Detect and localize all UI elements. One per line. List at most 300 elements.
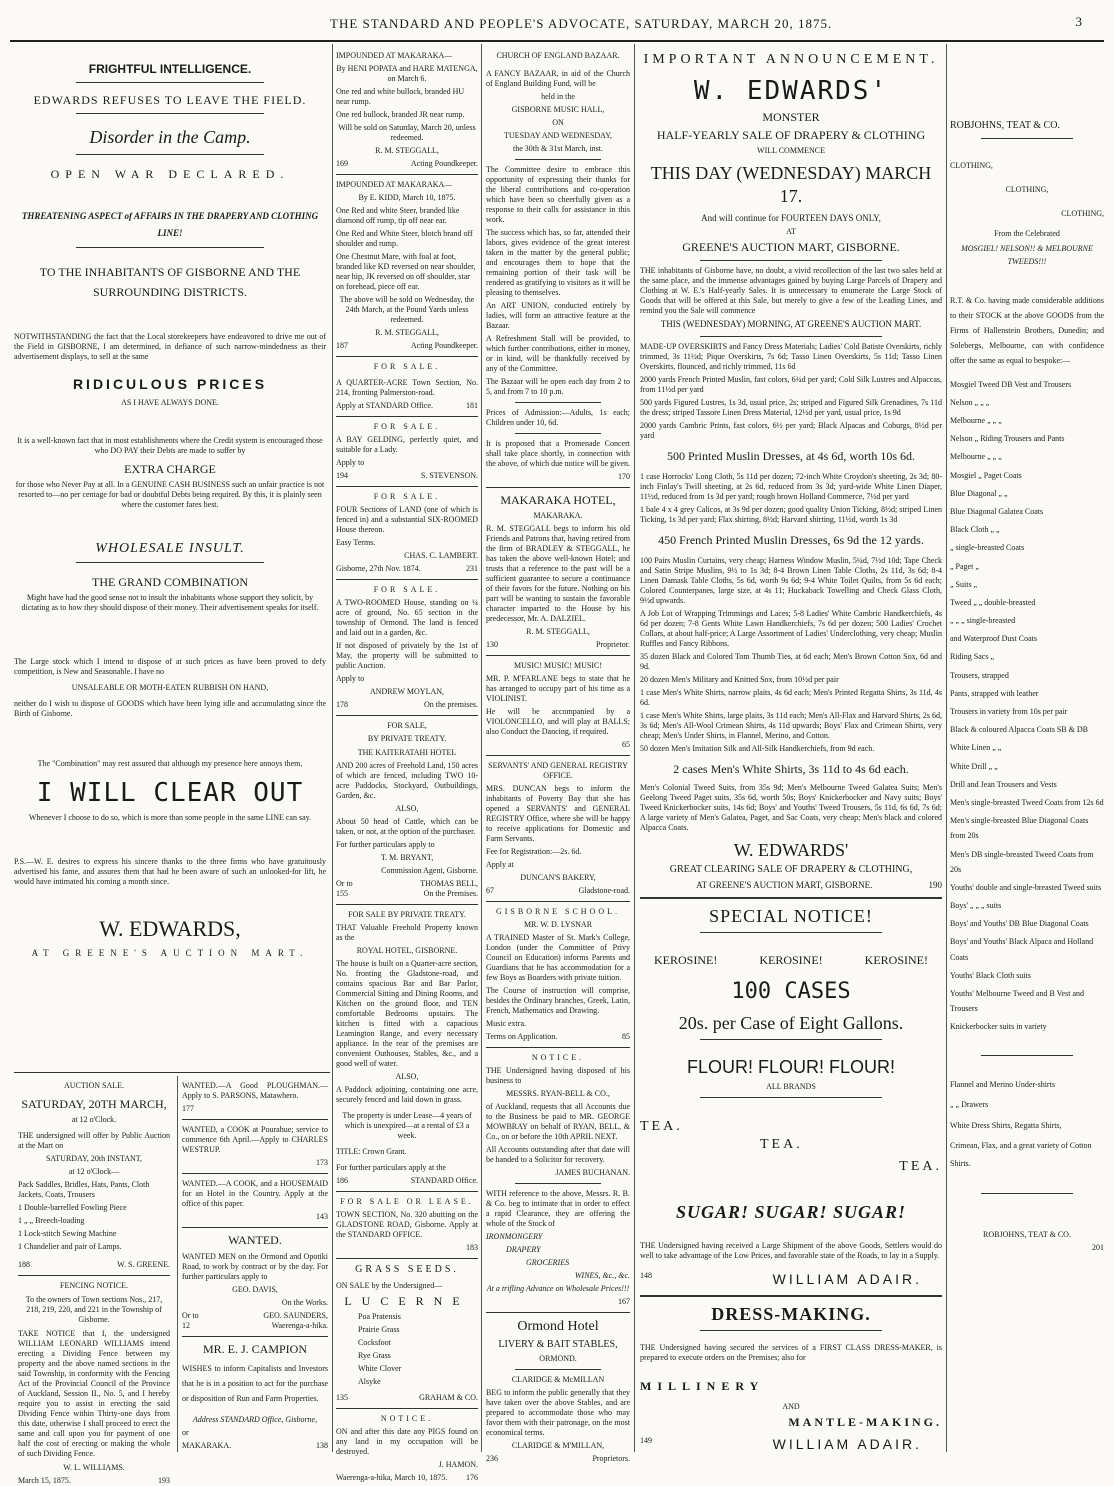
ad-number: 85 <box>622 1032 630 1041</box>
clothing-item: and Waterproof Dust Coats <box>950 634 1037 644</box>
text: AT <box>786 227 796 237</box>
headline: CHURCH OF ENGLAND BAZAAR. <box>496 51 620 60</box>
paragraph: A TRAINED Master of St. Mark's College, London (under the Committee of Privy Council on Education) informs Parents and Guardians that he has accommodation for a few Boys as Boarders with private tuition. <box>486 933 630 982</box>
headline: AS I HAVE ALWAYS DONE. <box>121 397 219 407</box>
goods-item: 2000 yards French Printed Muslin, fast colors, 6¾d per yard; Cold Silk Lustres and Alpaccas, from 11½d per yard <box>640 374 942 394</box>
paragraph: A Refreshment Stall will be provided, to which further contributions, either in money, or in kind, will be thankfully received by any of the Committee. <box>486 334 630 373</box>
headline: FOR SALE. <box>373 585 441 594</box>
divider <box>336 715 478 716</box>
goods-item: 35 dozen Black and Colored Tom Thumb Ties, at 6d each; Men's Brown Cotton Sox, 6d and 9d. <box>640 651 942 671</box>
goods-list <box>640 556 942 754</box>
column-divider <box>481 44 482 1452</box>
text: KEROSINE! <box>759 953 823 968</box>
text: Address STANDARD Office, Gisborne, <box>192 1414 318 1424</box>
seed-item: Cocksfoot <box>358 1337 391 1347</box>
paragraph: The success which has, so far, attended their labors, gives evidence of the great interest taken in the matter by the general public; and encourages them to hope that the remaining portion of their task will be rendered as gratifying to visitors as it will be pleasing to themselves. <box>486 228 630 297</box>
divider <box>18 1275 170 1276</box>
text: One Red and white Steer, branded like diamond off rump, tip off near ear. <box>336 206 460 225</box>
paragraph: A Paddock adjoining, containing one acre, securely fenced and laid down in grass. <box>336 1085 478 1104</box>
seed-item: Poa Pratensis <box>358 1311 401 1321</box>
headline: WANTED. <box>228 1233 282 1247</box>
headline: IMPOUNDED AT MAKARAKA— <box>336 180 453 189</box>
ad-number: 193 <box>158 1476 170 1485</box>
text: DRAPERY <box>506 1245 541 1254</box>
ad-number: 149 <box>640 1436 652 1446</box>
clothing-item: Blue Diagonal „ „ <box>950 488 1008 498</box>
paragraph: The Large stock which I intend to dispose of at such prices as have been proved to defy competition, is New and Seasonable. I have no <box>14 657 326 677</box>
headline: MOSGIEL! NELSON!! & MELBOURNE TWEEDS!!! <box>961 243 1093 267</box>
headline: TUESDAY AND WEDNESDAY, <box>504 131 612 140</box>
signature: W. L. WILLIAMS. <box>63 1463 125 1472</box>
headline: OPEN WAR DECLARED. <box>50 166 290 181</box>
signature: GEO. SAUNDERS, <box>263 1311 328 1320</box>
paragraph: About 50 head of Cattle, which can be taken, or not, at the option of the purchaser. <box>336 817 478 836</box>
text: or <box>182 1427 189 1437</box>
headline: MUSIC! MUSIC! MUSIC! <box>513 661 602 670</box>
text: Terms on Application. <box>486 1032 558 1041</box>
paragraph: WANTED MEN on the Ormond and Opotiki Road, to work by contract or by the day. For further particulars apply to <box>182 1252 328 1281</box>
signature: ANDREW MOYLAN, <box>369 687 445 696</box>
text: Gladstone-road. <box>578 886 630 895</box>
clothing-item: Mosgiel „ Paget Coats <box>950 470 1022 480</box>
paragraph: The Bazaar will be open each day from 2 to 5, and from 7 to 10 p.m. <box>486 377 630 396</box>
text: CLOTHING, <box>1005 184 1049 194</box>
clothing-item: „ Paget „ <box>950 561 979 571</box>
headline: GREENE'S AUCTION MART, GISBORNE. <box>682 240 900 255</box>
paragraph: The "Combination" may rest assured that although my presence here annoys them, <box>37 759 303 769</box>
headline: EXTRA CHARGE <box>124 461 216 476</box>
text: Fee for Registration:—2s. 6d. <box>486 847 582 856</box>
clothing-item: Tweed „ „ double-breasted <box>950 597 1036 607</box>
column-edwards <box>14 48 326 1018</box>
divider <box>182 1119 328 1120</box>
headline: 2 cases Men's White Shirts, 3s 11d to 4s 6d each. <box>673 761 909 776</box>
text: Acting Poundkeeper. <box>410 341 478 350</box>
divider <box>515 1369 601 1370</box>
divider <box>981 138 1073 139</box>
headline: MAKARAKA HOTEL, <box>500 493 616 507</box>
text: ALSO, <box>395 804 419 813</box>
paragraph: A BAY GELDING, perfectly quiet, and suitable for a Lady. <box>336 435 478 454</box>
clothing-item: Knickerbocker suits in variety <box>950 1022 1047 1032</box>
text: The above will be sold on Wednesday, the 24th March, at the Pound Yards unless redeemed. <box>339 295 475 324</box>
headline: 500 Printed Muslin Dresses, at 4s 6d, worth 10s 6d. <box>667 448 915 463</box>
clothing-item: Black Cloth „ „ <box>950 525 1000 535</box>
headline: DUNCAN'S BAKERY, <box>520 873 596 882</box>
text: Acting Poundkeeper. <box>410 159 478 168</box>
paragraph: R.T. & Co. having made considerable additions to their STOCK at the above GOODS from the Firms of Hallenstein Brothers, Dunedin; and Solebergs, Melbourne, can with confidence offer the same as equal to bespoke:— <box>950 295 1104 366</box>
headline: GREAT CLEARING SALE OF DRAPERY & CLOTHING, <box>669 864 913 875</box>
text: Or to <box>336 879 353 888</box>
paragraph: P.S.—W. E. desires to express his sincere thanks to the three firms who have gratuitously advertised his fame, and assures them that had he been aware of such an unlooked-for lift, he would have intimated his coming a month since. <box>14 856 326 886</box>
ad-number: 177 <box>182 1104 194 1113</box>
text: WINES, &c., &c. <box>574 1271 630 1280</box>
seed-item: White Clover <box>358 1363 402 1373</box>
divider <box>336 1258 478 1259</box>
divider <box>700 1039 881 1040</box>
paragraph: A TWO-ROOMED House, standing on ¼ acre of ground, No. 65 section in the township of Ormond. The land is fenced and laid out in a garden, &c. <box>336 598 478 637</box>
divider <box>515 1183 601 1184</box>
paragraph: It is a well-known fact that in most establishments where the Credit system is encouraged those who DO PAY their Debts are made to suffer by <box>17 435 323 455</box>
ad-number: 236 <box>486 1454 498 1463</box>
column-wanted <box>182 1078 328 1450</box>
paragraph: THE Undersigned having received a Large Shipment of the above Goods, Settlers would do well to take advantage of the Low Prices, and favorable state of the Roads, to lay in a Supply. <box>640 1241 942 1261</box>
text: From the Celebrated <box>994 228 1060 238</box>
headline: LIVERY & BAIT STABLES, <box>498 1338 618 1350</box>
divider <box>486 1047 630 1048</box>
headline: NOTICE. <box>531 1053 585 1062</box>
headline: EDWARDS REFUSES TO LEAVE THE FIELD. <box>33 93 307 107</box>
shirts-item: Crimean, Flax, and a great variety of Cotton Shirts. <box>950 1141 1092 1168</box>
headline: IMPORTANT ANNOUNCEMENT. <box>643 52 939 67</box>
paragraph: WANTED.—A Good PLOUGHMAN.—Apply to S. PARSONS, Matawhero. <box>182 1081 328 1100</box>
paragraph: To the owners of Town sections Nos., 217, 218, 219, 220, and 221 in the Township of Gisborne. <box>25 1295 163 1324</box>
text: By E. KIDD, March 10, 1875. <box>358 193 456 202</box>
paragraph: THAT Valuable Freehold Property known as the <box>336 923 478 942</box>
masthead-title: THE STANDARD AND PEOPLE'S ADVOCATE, SATURDAY, MARCH 20, 1875. <box>330 16 833 31</box>
headline: FENCING NOTICE. <box>60 1281 128 1290</box>
ad-number: 173 <box>316 1158 328 1167</box>
text: Or to <box>182 1311 199 1320</box>
headline: FOR SALE. <box>373 492 441 501</box>
paragraph: MR. P. M'FARLANE begs to state that he has arranged to occupy part of his time as a VIOLINIST. <box>486 674 630 703</box>
text: Apply to <box>336 458 365 467</box>
ad-number: 190 <box>928 879 942 890</box>
divider <box>336 1191 478 1192</box>
headline: SUGAR! SUGAR! SUGAR! <box>675 1201 907 1222</box>
paragraph: THE Undersigned having secured the services of a FIRST CLASS DRESS-MAKER, is prepared to execute orders on the Premises; also for <box>640 1343 942 1363</box>
divider <box>76 247 263 248</box>
text: MAKARAKA. <box>182 1440 232 1450</box>
paragraph: THE undersigned will offer by Public Auction at the Mart on <box>18 1131 170 1150</box>
text: Will be sold on Saturday, March 20, unless redeemed. <box>338 123 476 142</box>
headline: MONSTER <box>762 110 820 124</box>
column-divider <box>332 44 333 1452</box>
text: One red bullock, branded JR near rump. <box>336 110 465 119</box>
paragraph: WISHES to inform Capitalists and Investors that he is in a position to act for the purchase or disposition of Run and Farm Properties. <box>182 1364 328 1404</box>
headline: FOR SALE OR LEASE. <box>340 1197 474 1206</box>
text: at 12 o'Clock. <box>71 1115 117 1124</box>
paragraph: ON and after this date any PIGS found on any land in my occupation will be destroyed. <box>336 1426 478 1456</box>
paragraph: WANTED, a COOK at Pourahue; service to commence 6th April.—Apply to CHARLES WESTRUP. <box>182 1125 328 1154</box>
text: 1 Lock-stitch Sewing Machine <box>18 1229 117 1238</box>
ad-number: 12 <box>182 1321 190 1330</box>
text: IRONMONGERY <box>486 1232 543 1241</box>
text: KEROSINE! <box>864 953 928 968</box>
headline: THIS DAY (WEDNESDAY) MARCH 17. <box>650 163 932 206</box>
text: CLOTHING, <box>950 160 993 170</box>
text: Apply at STANDARD Office. <box>336 401 433 410</box>
text: Apply to <box>336 674 365 683</box>
headline: SATURDAY, 20TH MARCH, <box>21 1097 167 1111</box>
seed-item: Prairie Grass <box>358 1324 400 1334</box>
text: Pack Saddles, Bridles, Hats, Pants, Cloth Jackets, Coats, Trousers <box>18 1180 150 1199</box>
text: at 12 o'Clock— <box>68 1167 120 1176</box>
ad-number: 181 <box>466 401 478 410</box>
ad-number: 130 <box>486 640 498 649</box>
column-divider <box>177 1076 178 1452</box>
headline: WHOLESALE INSULT. <box>95 540 245 556</box>
ad-number: 148 <box>640 1271 652 1281</box>
ad-number: 178 <box>336 700 348 709</box>
signature: GRAHAM & CO. <box>419 1392 478 1402</box>
headline: 450 French Printed Muslin Dresses, 6s 9d the 12 yards. <box>658 532 924 547</box>
text: On the Works. <box>281 1298 328 1307</box>
headline: THE GRAND COMBINATION <box>92 575 248 590</box>
divider <box>14 1072 330 1073</box>
divider <box>700 1097 881 1098</box>
paragraph: The Committee desire to embrace this opportunity of expressing their thanks for the liberal contributions and co-operation which have been so cheerfully given as a response to their calls for assistance in this work. <box>486 165 630 224</box>
signature: J. HAMON. <box>438 1459 478 1469</box>
paragraph: R. M. STEGGALL begs to inform his old Friends and Patrons that, having retired from the firm of BRADLEY & STEGGALL, he has taken the above well-known Hotel; and trusts that a reference to the past will be a sufficient guarantee to secure a continuance of their favors for the future. Nothing on his part will be wanting to sustain the favorable character imparted to the House by his predecessor, Mr. A. DALZIEL. <box>486 524 630 623</box>
text: One Chestnut Mare, with foal at foot, branded like KD reversed on near shoulder, near hip, JK reversed on off shoulder, star on forehead, piece off ear. <box>336 252 476 291</box>
headline: FRIGHTFUL INTELLIGENCE. <box>88 62 252 76</box>
text: One red and white bullock, branded HU near rump. <box>336 87 465 106</box>
paragraph: for those who Never Pay at all. In a GENUINE CASH BUSINESS such an unfair practice is not resorted to—no per centage for bad or doubtful Debts being required. By this, it is plainly seen where the customer fares best. <box>15 479 325 509</box>
text: AT GREENE'S AUCTION MART, GISBORNE. <box>696 879 873 890</box>
text: GROCERIES <box>526 1258 570 1267</box>
ad-number: 169 <box>336 159 348 168</box>
ad-number: 186 <box>336 1176 348 1185</box>
headline: W. EDWARDS, <box>99 915 241 941</box>
ad-number: 183 <box>466 1243 478 1252</box>
date: March 15, 1875. <box>18 1476 71 1485</box>
text: CLOTHING, <box>1061 208 1104 218</box>
text: And will continue for FOURTEEN DAYS ONLY, <box>701 213 881 223</box>
masthead <box>0 10 1114 40</box>
paragraph: NOTWITHSTANDING the fact that the Local storekeepers have endeavored to drive me out of the Field in GISBORNE, I am determined, in defiance of such narrow-mindedness as their advertisement displays, to sell at the same <box>14 332 326 362</box>
clothing-item: Boys' and Youths' DB Blue Diagonal Coats <box>950 919 1089 929</box>
ad-number: 138 <box>316 1440 328 1450</box>
divider <box>486 1312 630 1313</box>
paragraph: Whenever I choose to do so, which is more than some people in the same LINE can say. <box>28 812 312 822</box>
paragraph: THE Undersigned having disposed of his business to <box>486 1066 630 1085</box>
ad-number: 170 <box>618 472 630 481</box>
clothing-item: Youths' double and single-breasted Tweed suits <box>950 882 1102 892</box>
date: Gisborne, 27th Nov. 1874. <box>336 564 421 573</box>
text: 1 Chandelier and pair of Lamps. <box>18 1242 122 1251</box>
text: MAKARAKA. <box>533 511 583 520</box>
signature: R. M. STEGGALL, <box>375 328 439 337</box>
headline: GISBORNE SCHOOL. <box>495 907 620 916</box>
goods-item: 20 dozen Men's Military and Knitted Sox, from 10½d per pair <box>640 674 839 684</box>
divider <box>700 336 881 337</box>
column-divider <box>946 44 947 1452</box>
headline: 20s. per Case of Eight Gallons. <box>678 1012 904 1033</box>
clothing-item: Men's single-breasted Blue Diagonal Coats from 20s <box>950 816 1089 841</box>
headline: LUCERNE <box>344 1293 470 1308</box>
divider <box>486 755 630 756</box>
page-number: 3 <box>1075 14 1082 29</box>
headline: MR. W. D. LYSNAR <box>523 920 593 929</box>
signature: T. M. BRYANT, <box>380 853 434 862</box>
divider <box>700 260 881 261</box>
clothing-item: Trousers in variety from 10s per pair <box>950 707 1068 716</box>
text: 1 „ „ Breech-loading <box>18 1216 85 1225</box>
signature: R. M. STEGGALL, <box>375 146 439 155</box>
text: TITLE: Crown Grant. <box>336 1147 407 1156</box>
divider <box>486 901 630 902</box>
paragraph: If not disposed of privately by the 1st of May, the property will be submitted to public Auction. <box>336 641 478 670</box>
divider <box>76 113 263 114</box>
clothing-item: Nelson „ Riding Trousers and Pants <box>950 434 1065 444</box>
goods-list <box>640 472 942 525</box>
headline: I WILL CLEAR OUT <box>36 778 304 809</box>
headline: THE KAITERATAHI HOTEL <box>357 748 457 757</box>
headline: THIS (WEDNESDAY) MORNING, AT GREENE'S AUCTION MART. <box>660 319 922 330</box>
divider <box>336 486 478 487</box>
text: Music extra. <box>486 1019 526 1028</box>
headline: FOR SALE, <box>387 721 427 730</box>
clothing-item: Blue Diagonal Galatea Coats <box>950 506 1044 516</box>
text: On the premises. <box>424 700 478 709</box>
clothing-item: Youths' Black Cloth suits <box>950 970 1031 980</box>
paragraph: The property is under Lease—4 years of which is unexpired—at a rental of £3 a week. <box>342 1111 472 1140</box>
headline: AUCTION SALE. <box>64 1081 124 1090</box>
text: STANDARD Office. <box>410 1176 478 1185</box>
divider <box>336 904 478 905</box>
clothing-item: White Drill „ „ <box>950 761 998 771</box>
divider <box>76 562 263 563</box>
ad-number: 187 <box>336 341 348 350</box>
paragraph: It is proposed that a Promenade Concert shall take place shortly, in connection with the above, of which due notice will be given. <box>486 439 630 468</box>
text: 1 Double-barrelled Fowling Piece <box>18 1203 127 1212</box>
ad-number: 143 <box>316 1212 328 1221</box>
date: Waerenga-a-hika, March 10, 1875. <box>336 1472 448 1482</box>
column-bazaar <box>486 48 630 1463</box>
ad-number: 135 <box>336 1392 348 1402</box>
text: TEA. <box>760 1136 803 1152</box>
text: For further particulars apply at the <box>336 1163 446 1172</box>
paragraph: THE inhabitants of Gisborne have, no doubt, a vivid recollection of the last two sales held at the same place, and the immense advantages gained by buying Large Parcels of Drapery and Clothing at W. E.'s Half-yearly Sales. It is unnecessary to enumerate the Large Stock of Goods that will be offered at this Sale, but merely to give a few of the Leading Lines, and remind you the Sale will commence <box>640 266 942 316</box>
divider <box>182 1173 328 1174</box>
goods-list <box>640 342 942 441</box>
divider <box>486 487 630 488</box>
seed-item: Rye Grass <box>358 1350 391 1360</box>
paragraph: Prices of Admission:—Adults, 1s each; Children under 10, 6d. <box>486 408 630 427</box>
column-divider <box>634 44 635 1452</box>
headline: W. EDWARDS' <box>693 75 889 106</box>
headline: THREATENING ASPECT of AFFAIRS IN THE DRAPERY AND CLOTHING LINE! <box>21 210 319 238</box>
text: Proprietors. <box>592 1454 630 1463</box>
text: ALL BRANDS <box>766 1081 816 1091</box>
ad-number: 231 <box>466 564 478 573</box>
goods-item: 1 case Men's White Shirts, large plaits, 3s 11d each; Men's All-Flax and Harvard Shirts, 2s 6d, 3s 6d; Men's All-Wool Crimean Shirts, 4s 11d upwards; Boys' Flax and Crimean Shirts, very cheap; Men's Under Shirts, in Flannel, Merino, and Cotton. <box>640 710 942 740</box>
paragraph: He will be accompanied by a VIOLONCELLO, and will play at BALLS; also Conduct the Dancing, if required. <box>486 707 630 736</box>
goods-item: MADE-UP OVERSKIRTS and Fancy Dress Materials; Ladies' Cold Batiste Overskirts, richly trimmed, 3s 11½d; Pique Overskirts, 7s 6d; Tasso Linen Overskirts, 5s 11d; Tasso Linen Overskirts, flounced, and richly trimmed, 11s 6d <box>640 341 942 371</box>
clothing-item: Men's DB single-breasted Tweed Coats from 20s <box>950 849 1094 874</box>
signature: WILLIAM ADAIR. <box>772 1271 922 1288</box>
column-clothing <box>950 48 1104 1448</box>
paragraph: TOWN SECTION, No. 320 abutting on the GLADSTONE ROAD, Gisborne. Apply at the STANDARD OFFICE. <box>336 1210 478 1239</box>
headline: BY PRIVATE TREATY. <box>367 734 447 743</box>
divider <box>182 1336 328 1337</box>
signature: CHAS. C. LAMBERT. <box>404 551 478 560</box>
clothing-item: Black & coloured Alpacca Coats SB & DB <box>950 725 1088 735</box>
divider <box>700 932 881 933</box>
paragraph: MRS. DUNCAN begs to inform the inhabitants of Poverty Bay that she has opened a SERVANTS' and GENERAL REGISTRY Office, where she will be happy to receive applications for Domestic and Farm Servants. <box>486 784 630 843</box>
headline: MANTLE-MAKING. <box>788 1415 942 1430</box>
headline: FLOUR! FLOUR! FLOUR! <box>686 1057 896 1078</box>
text: Waerenga-a-hika. <box>271 1321 328 1330</box>
text: At a trifling Advance on Wholesale Prices!!! <box>486 1284 630 1293</box>
text: Easy Terms. <box>336 538 376 547</box>
shirts-item: White Dress Shirts, Regatta Shirts, <box>950 1120 1062 1130</box>
signature: JAMES BUCHANAN. <box>555 1168 630 1177</box>
divider <box>515 433 601 434</box>
clothing-item: Melbourne „ „ „ <box>950 452 1002 462</box>
text: TEA. <box>640 1118 683 1134</box>
paragraph: AND 200 acres of Freehold Land, 150 acres of which are fenced, including TWO 10-acre Paddocks, Stockyard, Outbuildings, Garden, &c. <box>336 761 478 800</box>
column-notices <box>336 48 478 1482</box>
headline: Disorder in the Camp. <box>89 127 251 147</box>
headline: ROYAL HOTEL, GISBORNE. <box>356 946 458 955</box>
headline: IMPOUNDED AT MAKARAKA— <box>336 51 453 60</box>
text: KEROSINE! <box>654 953 718 968</box>
clothing-item: Boys' „ „ „ suits <box>950 901 1002 911</box>
text: Proprietor. <box>596 640 630 649</box>
divider <box>336 174 478 175</box>
shirts-list <box>950 1076 1104 1173</box>
clothing-item: „ Suits „ <box>950 579 978 589</box>
ad-number: 167 <box>618 1297 630 1306</box>
divider <box>182 1227 328 1228</box>
paragraph: A QUARTER-ACRE Town Section, No. 214, fronting Palmerston-road. <box>336 378 478 397</box>
divider <box>336 416 478 417</box>
divider <box>76 82 263 83</box>
divider <box>640 1295 942 1297</box>
headline: FOR SALE BY PRIVATE TREATY. <box>348 910 466 919</box>
divider <box>515 402 601 403</box>
headline: AT GREENE'S AUCTION MART. <box>31 948 309 959</box>
column-auction <box>18 1078 170 1485</box>
headline: ROBJOHNS, TEAT & CO. <box>950 120 1060 131</box>
headline: FOR SALE. <box>373 422 441 431</box>
ad-number: 155 <box>336 889 348 898</box>
signature: R. M. STEGGALL, <box>526 627 590 636</box>
divider <box>76 154 263 155</box>
paragraph: WITH reference to the above, Messrs. R. B. & Co. beg to intimate that in order to effect a rapid Clearance, they are offering the whole of the Stock of <box>486 1189 630 1228</box>
paragraph: The Course of instruction will comprise, besides the Ordinary branches, Greek, Latin, French, Mathematics and Drawing. <box>486 986 630 1015</box>
goods-item: 50 dozen Men's Imitation Silk and All-Silk Handkerchiefs, from 9d each. <box>640 743 875 753</box>
divider <box>700 1330 881 1331</box>
clothing-item: Melbourne „ „ „ <box>950 416 1002 425</box>
clothing-item: Trousers, strapped <box>950 670 1009 680</box>
headline: TO THE INHABITANTS OF GISBORNE AND THE SURROUNDING DISTRICTS. <box>39 264 301 300</box>
goods-item: 500 yards Figured Lustres, 1s 3d, usual price, 2s; striped and Figured Silk Grenadines, 7s 11d the dress; striped Tassore Linen Dress Material, 12½d per yard, usual price, 1s 9d <box>640 397 942 417</box>
clothing-item: Nelson „ „ „ <box>950 397 990 407</box>
signature: GEO. DAVIS, <box>232 1285 278 1294</box>
ad-number: 67 <box>486 886 494 895</box>
ad-number: 65 <box>622 740 630 749</box>
paragraph: All Accounts outstanding after that date will be handed to a Solicitor for recovery. <box>486 1145 630 1164</box>
clothing-item: Riding Sacs „ <box>950 652 994 662</box>
headline: RIDICULOUS PRICES <box>72 376 268 393</box>
headline: UNSALEABLE OR MOTH-EATEN RUBBISH ON HAND, <box>71 683 269 693</box>
paragraph: WANTED.—A COOK, and a HOUSEMAID for an Hotel in the Country. Apply at the office of this paper. <box>182 1179 328 1208</box>
headline: 100 CASES <box>731 979 851 1005</box>
goods-item: A Job Lot of Wrapping Trimmings and Laces; 5-8 Ladies' White Cambric Handkerchiefs, 4s 6d per dozen; 7-8 Gents White Lawn Handkerchiefs, 7s 6d per dozen; 500 Ladies' Crochet Collars, at about half-price; A Large Assortment of Ladies' Underclothing, very cheap; Muslin Ruffles and Fancy Ribbons. <box>640 608 942 648</box>
headline: MILLINERY <box>640 1379 765 1394</box>
text: By HENI POPATA and HARE MATENGA, on March 6. <box>336 64 478 83</box>
clothing-list <box>950 377 1104 1035</box>
headline: MR. E. J. CAMPION <box>202 1342 307 1356</box>
seeds-list <box>336 1312 478 1387</box>
paragraph: neither do I wish to dispose of GOODS which have been lying idle and accumulating since the Birth of Gisborne. <box>14 699 326 719</box>
ad-number: 194 <box>336 471 348 480</box>
clothing-item: „ single-breasted Coats <box>950 543 1025 553</box>
divider <box>336 579 478 580</box>
